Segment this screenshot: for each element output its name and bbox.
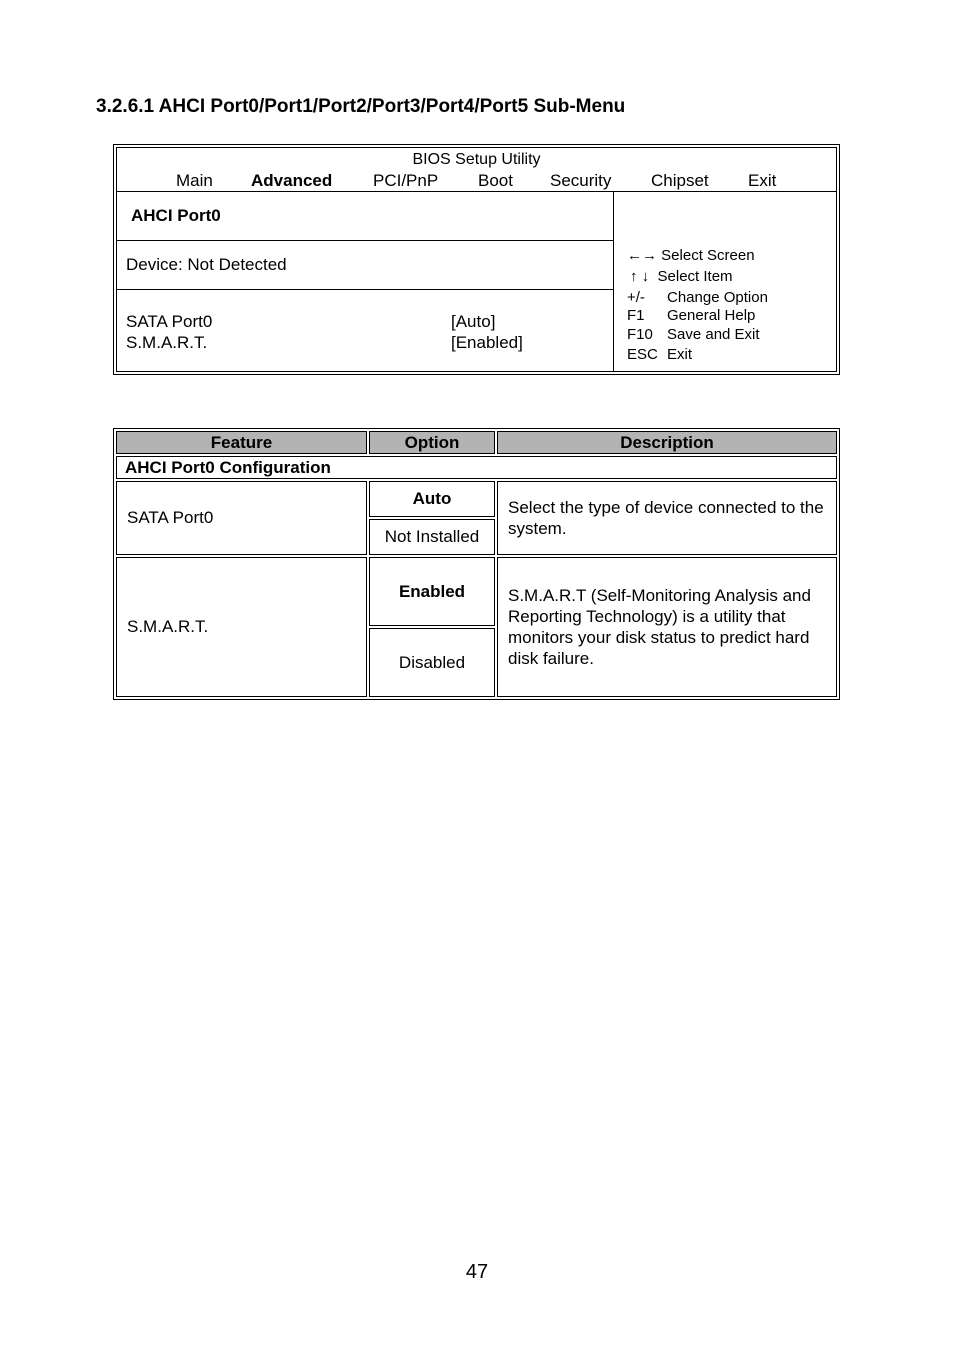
- help-exit: [627, 346, 692, 363]
- table-row: [116, 481, 837, 517]
- header-description: Description: [497, 431, 837, 454]
- setting-value-smart[interactable]: [Enabled]: [451, 333, 523, 352]
- help-select-screen: [627, 247, 755, 264]
- help-key: +/-: [627, 289, 645, 306]
- help-divider: [613, 191, 614, 371]
- bios-frame: [116, 147, 837, 372]
- table-header-row: [116, 431, 837, 454]
- feature-cell: SATA Port0: [116, 481, 367, 555]
- table-row: [116, 557, 837, 626]
- feature-table: [113, 428, 840, 700]
- help-text: Select Screen: [661, 247, 755, 264]
- device-status: Device: Not Detected: [126, 255, 287, 274]
- arrow-up-down-icon: ↑ ↓: [630, 268, 650, 285]
- header-option: Option: [369, 431, 495, 454]
- option-cell: Enabled: [369, 557, 495, 626]
- section-title: 3.2.6.1 AHCI Port0/Port1/Port2/Port3/Port4/Port5 Sub-Menu: [96, 96, 626, 117]
- help-text: Exit: [667, 346, 693, 363]
- help-text: General Help: [667, 307, 756, 324]
- panel-title: AHCI Port0: [131, 206, 221, 225]
- help-save-exit: [627, 326, 760, 343]
- menu-security[interactable]: Security: [550, 171, 612, 190]
- help-key: ESC: [627, 346, 658, 363]
- menu-chipset[interactable]: Chipset: [651, 171, 709, 190]
- header-feature: Feature: [116, 431, 367, 454]
- description-cell: S.M.A.R.T (Self-Monitoring Analysis and Reporting Technology) is a utility that monitors your disk status to predict hard disk failure.: [497, 557, 837, 697]
- panel-divider-2: [117, 289, 613, 290]
- help-text: Change Option: [667, 289, 768, 306]
- help-change-option: [627, 289, 768, 306]
- help-key: F1: [627, 307, 645, 324]
- page-number: 47: [465, 1261, 489, 1283]
- arrow-left-right-icon: ←→: [627, 247, 657, 264]
- option-cell: Disabled: [369, 628, 495, 697]
- help-general: [627, 307, 755, 324]
- menu-boot[interactable]: Boot: [478, 171, 513, 190]
- menu-divider: [117, 191, 836, 192]
- bios-title: BIOS Setup Utility: [412, 151, 541, 168]
- setting-name-sata-port0: SATA Port0: [126, 312, 213, 331]
- option-cell: Auto: [369, 481, 495, 517]
- help-text: Save and Exit: [667, 326, 760, 343]
- feature-cell: S.M.A.R.T.: [116, 557, 367, 697]
- menu-exit[interactable]: Exit: [748, 171, 777, 190]
- table-group-row: [116, 456, 837, 479]
- description-cell: Select the type of device connected to the system.: [497, 481, 837, 555]
- help-key: F10: [627, 326, 653, 343]
- bios-screen: [113, 144, 840, 375]
- setting-name-smart: S.M.A.R.T.: [126, 333, 208, 352]
- group-title: AHCI Port0 Configuration: [116, 456, 837, 479]
- menu-advanced[interactable]: Advanced: [251, 171, 333, 190]
- help-select-item: [630, 268, 733, 285]
- setting-value-sata-port0[interactable]: [Auto]: [451, 312, 496, 331]
- menu-main[interactable]: Main: [176, 171, 213, 190]
- menu-pcipnp[interactable]: PCI/PnP: [373, 171, 439, 190]
- help-text: Select Item: [657, 268, 733, 285]
- panel-divider-1: [117, 240, 613, 241]
- option-cell: Not Installed: [369, 519, 495, 555]
